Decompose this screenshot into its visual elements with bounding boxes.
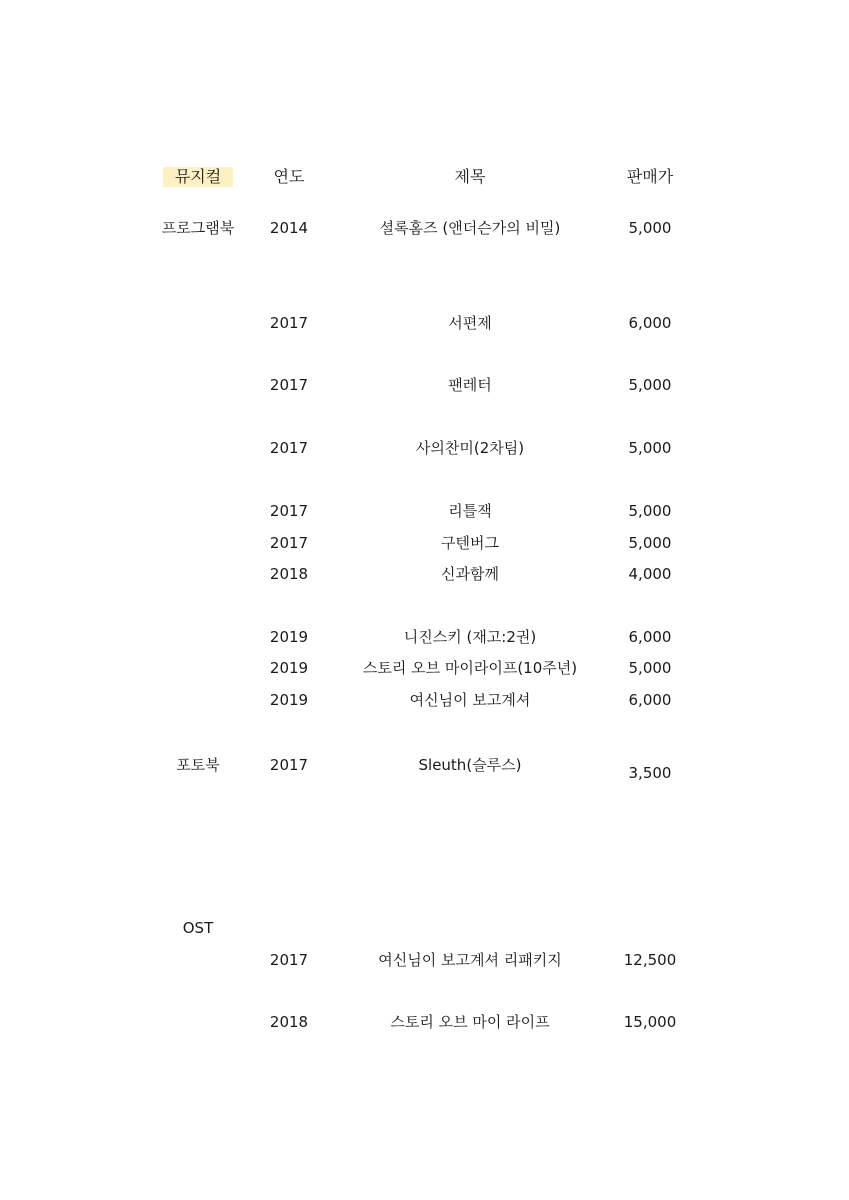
header-price: 판매가	[626, 167, 674, 186]
row-year: 2018	[269, 565, 309, 583]
row-year: 2019	[269, 628, 309, 646]
category-program-book: 프로그램북	[161, 219, 235, 237]
header-title: 제목	[454, 167, 486, 186]
row-price: 6,000	[628, 628, 672, 646]
row-year: 2017	[269, 951, 309, 969]
row-title: 셜록홈즈 (앤더슨가의 비밀)	[379, 219, 561, 237]
row-price: 5,000	[628, 534, 672, 552]
row-title: 신과함께	[441, 565, 499, 583]
row-price: 5,000	[628, 439, 672, 457]
row-price: 5,000	[628, 376, 672, 394]
row-year: 2017	[269, 534, 309, 552]
row-title: 스토리 오브 마이 라이프	[390, 1013, 550, 1031]
category-ost: OST	[182, 919, 214, 937]
row-price: 4,000	[628, 565, 672, 583]
row-title: 여신님이 보고계셔 리패키지	[378, 951, 562, 969]
row-price: 15,000	[623, 1013, 677, 1031]
row-price: 3,500	[628, 764, 672, 782]
row-price: 6,000	[628, 691, 672, 709]
row-year: 2019	[269, 691, 309, 709]
row-year: 2017	[269, 376, 309, 394]
row-year: 2018	[269, 1013, 309, 1031]
header-year: 연도	[273, 167, 305, 186]
row-year: 2014	[269, 219, 309, 237]
row-title: 여신님이 보고계셔	[409, 691, 531, 709]
row-year: 2017	[269, 502, 309, 520]
row-title: 사의찬미(2차팀)	[415, 439, 525, 457]
row-price: 5,000	[628, 659, 672, 677]
row-title: 팬레터	[448, 376, 492, 394]
header-category	[150, 167, 246, 187]
row-title: 리틀잭	[448, 502, 492, 520]
row-year: 2019	[269, 659, 309, 677]
row-price: 5,000	[628, 502, 672, 520]
category-photo-book: 포토북	[176, 756, 220, 774]
row-price: 6,000	[628, 314, 672, 332]
row-title: 구텐버그	[441, 534, 499, 552]
row-price: 5,000	[628, 219, 672, 237]
row-title: 서편제	[448, 314, 492, 332]
row-price: 12,500	[623, 951, 677, 969]
row-year: 2017	[269, 756, 309, 774]
row-title: 스토리 오브 마이라이프(10주년)	[362, 659, 578, 677]
row-year: 2017	[269, 314, 309, 332]
row-year: 2017	[269, 439, 309, 457]
header-category-label: 뮤지컬	[163, 167, 233, 187]
row-title: 니진스키 (재고:2권)	[403, 628, 537, 646]
row-title: Sleuth(슬루스)	[418, 756, 522, 774]
